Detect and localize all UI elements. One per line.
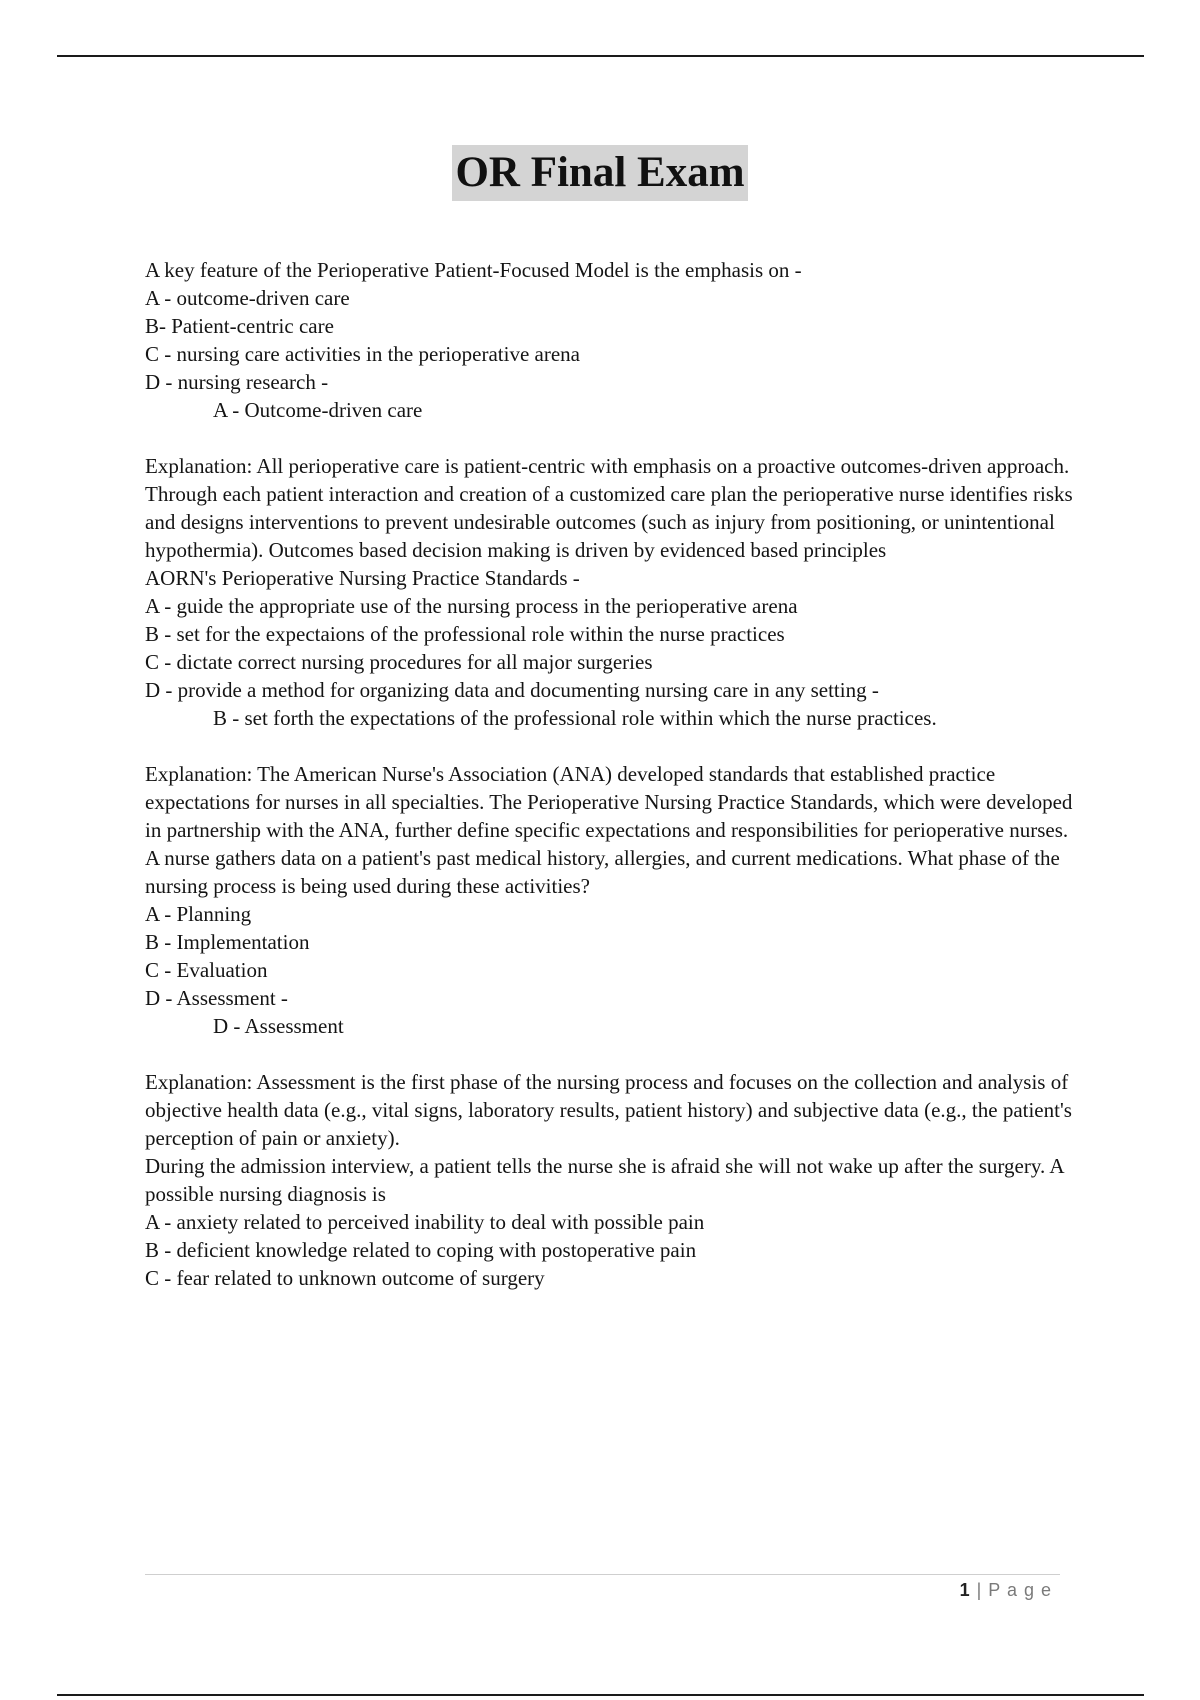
option: A - outcome-driven care: [145, 286, 350, 310]
document-body: [145, 256, 1075, 1292]
question-3-options: [145, 900, 1075, 1040]
answer: B - set forth the expectations of the professional role within which the nurse practices.: [213, 706, 937, 730]
page-number: 1: [959, 1580, 971, 1600]
question-2-options: [145, 592, 1075, 732]
option: C - nursing care activities in the perioperative arena: [145, 342, 580, 366]
question-4-options: [145, 1208, 1075, 1292]
question-2-explanation: Explanation: The American Nurse's Association (ANA) developed standards that established practice expectations for nurses in all specialties. The Perioperative Nursing Practice Standards, which were developed in partnership with the ANA, further define specific expectations and responsibilities for perioperative nurses.: [145, 762, 1073, 842]
option: B - Implementation: [145, 930, 310, 954]
option: B - set for the expectaions of the professional role within the nurse practices: [145, 622, 785, 646]
option: C - Evaluation: [145, 958, 268, 982]
option: D - provide a method for organizing data and documenting nursing care in any setting -: [145, 678, 879, 702]
option: C - fear related to unknown outcome of surgery: [145, 1266, 545, 1290]
question-3-stem: A nurse gathers data on a patient's past medical history, allergies, and current medications. What phase of the nursing process is being used during these activities?: [145, 846, 1060, 898]
answer: D - Assessment: [213, 1014, 344, 1038]
page-footer: [960, 1580, 1052, 1601]
question-2-stem: AORN's Perioperative Nursing Practice Standards -: [145, 566, 580, 590]
option: A - Planning: [145, 902, 252, 926]
option: C - dictate correct nursing procedures for all major surgeries: [145, 650, 653, 674]
page-label: P a g e: [988, 1580, 1052, 1600]
question-1-options: [145, 284, 1075, 424]
title-container: [0, 145, 1200, 201]
question-1-stem: A key feature of the Perioperative Patient-Focused Model is the emphasis on -: [145, 258, 802, 282]
top-rule: [57, 55, 1144, 57]
option: A - guide the appropriate use of the nursing process in the perioperative arena: [145, 594, 798, 618]
option: D - Assessment -: [145, 986, 288, 1010]
question-4-stem: During the admission interview, a patient tells the nurse she is afraid she will not wake up after the surgery. A possible nursing diagnosis is: [145, 1154, 1064, 1206]
bottom-rule: [57, 1694, 1144, 1696]
document-title: OR Final Exam: [452, 145, 747, 201]
option: D - nursing research -: [145, 370, 329, 394]
question-3-explanation: Explanation: Assessment is the first phase of the nursing process and focuses on the collection and analysis of objective health data (e.g., vital signs, laboratory results, patient history) and subjective data (e.g., the patient's perception of pain or anxiety).: [145, 1070, 1072, 1150]
answer: A - Outcome-driven care: [213, 398, 423, 422]
option: A - anxiety related to perceived inability to deal with possible pain: [145, 1210, 705, 1234]
option: B- Patient-centric care: [145, 314, 334, 338]
page-separator: |: [970, 1580, 989, 1600]
footer-rule: [145, 1574, 1060, 1575]
question-1-explanation: Explanation: All perioperative care is patient-centric with emphasis on a proactive outcomes-driven approach. Through each patient interaction and creation of a customized care plan the perioperative nurse identifies risks and designs interventions to prevent undesirable outcomes (such as injury from positioning, or unintentional hypothermia). Outcomes based decision making is driven by evidenced based principles: [145, 454, 1073, 562]
option: B - deficient knowledge related to coping with postoperative pain: [145, 1238, 697, 1262]
